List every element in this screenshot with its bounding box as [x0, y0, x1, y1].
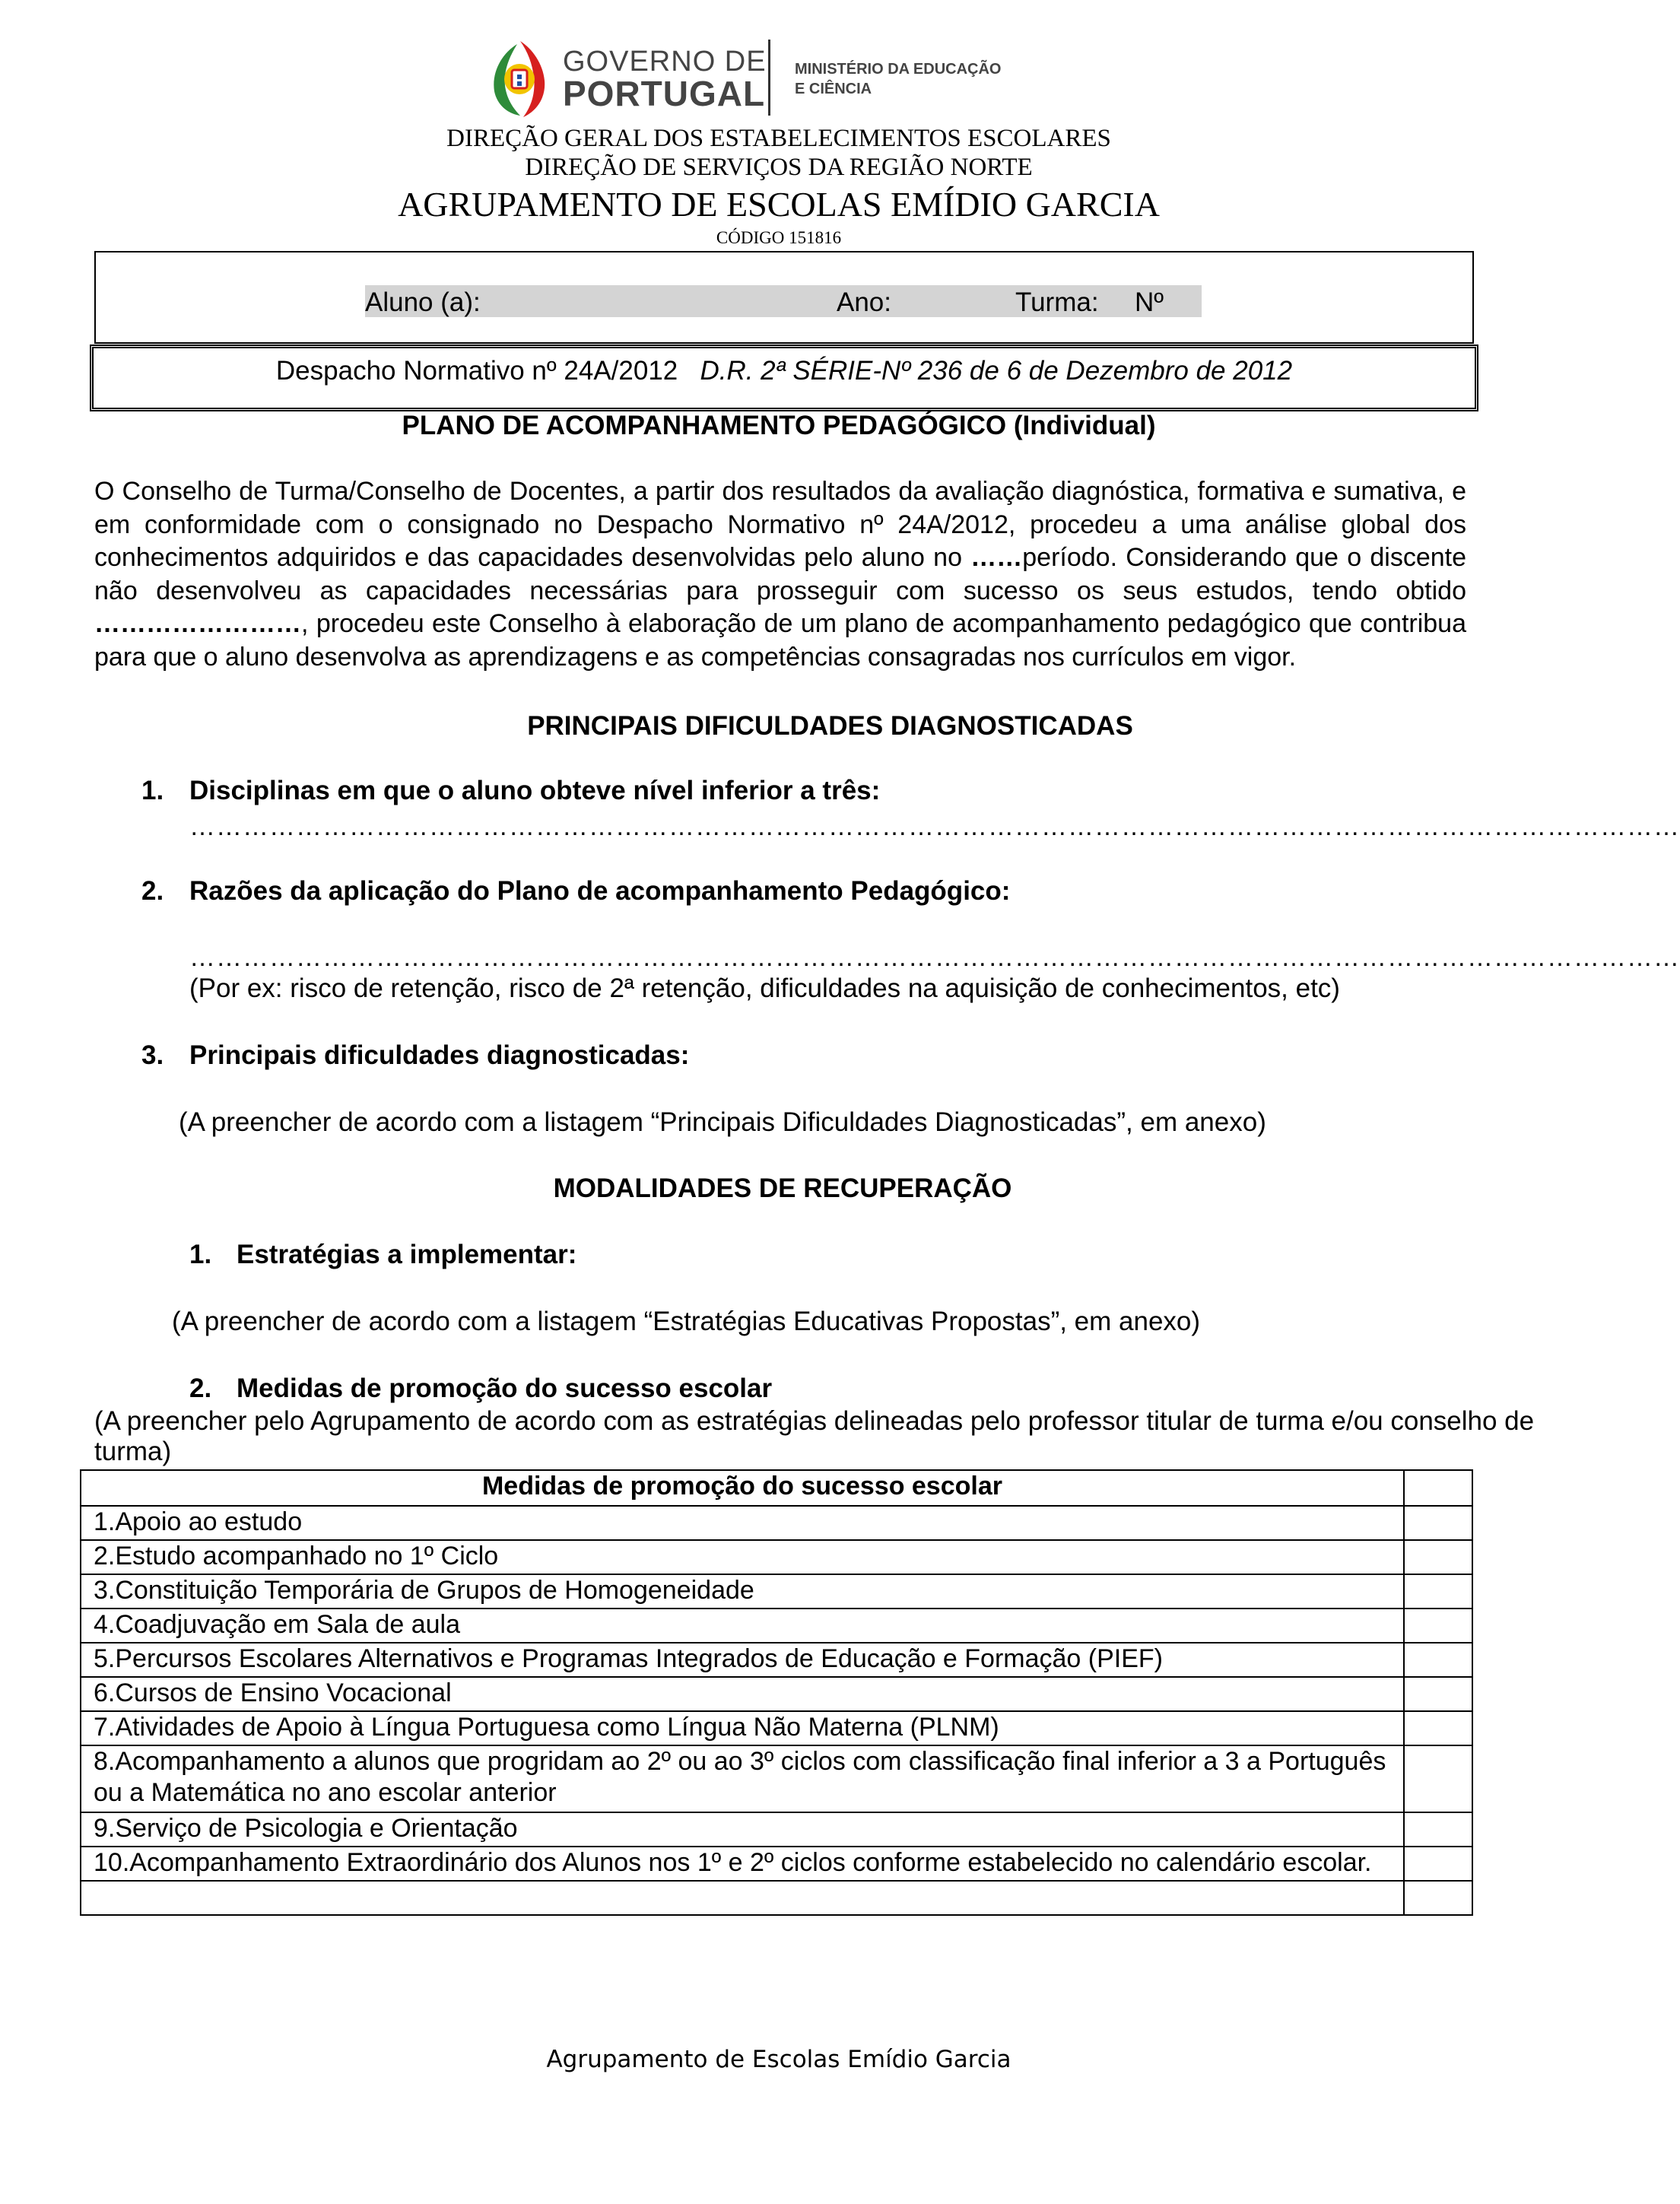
measure-label: 9.Serviço de Psicologia e Orientação — [81, 1812, 1404, 1847]
table-row — [81, 1881, 1472, 1915]
intro-part2: período. Considerando que o discente não desenvolveu as capacidades necessárias para prosseguir com sucesso os seus estudos, tendo obtido — [94, 543, 1466, 605]
item2-number: 2. — [141, 876, 164, 906]
item1-label: Disciplinas em que o aluno obteve nível inferior a três: — [189, 776, 881, 805]
plan-title: PLANO DE ACOMPANHAMENTO PEDAGÓGICO (Individual) — [402, 411, 1156, 440]
table-check-cell[interactable] — [1404, 1847, 1472, 1881]
government-logo — [487, 38, 1004, 122]
despacho-normal: Despacho Normativo nº 24A/2012 — [275, 356, 678, 386]
measure-label: 5.Percursos Escolares Alternativos e Programas Integrados de Educação e Formação (PIEF) — [81, 1643, 1404, 1677]
recovery-item2-label: Medidas de promoção do sucesso escolar — [237, 1374, 773, 1403]
despacho-italic: D.R. 2ª SÉRIE-Nº 236 de 6 de Dezembro de 2012 — [700, 356, 1293, 386]
item3-note: (A preencher de acordo com a listagem “Principais Dificuldades Diagnosticadas”, em anexo) — [179, 1107, 1266, 1137]
table-check-cell[interactable] — [1404, 1470, 1472, 1506]
table-check-cell[interactable] — [1404, 1745, 1472, 1812]
ministry-line1: MINISTÉRIO DA EDUCAÇÃO — [795, 61, 1002, 78]
ministry-line2: E CIÊNCIA — [795, 81, 872, 97]
item3-number: 3. — [141, 1040, 164, 1070]
measure-label: 1.Apoio ao estudo — [81, 1506, 1404, 1540]
measure-empty-cell[interactable] — [81, 1881, 1404, 1915]
school-name: AGRUPAMENTO DE ESCOLAS EMÍDIO GARCIA — [398, 185, 1160, 224]
page-footer: Agrupamento de Escolas Emídio Garcia — [546, 2046, 1011, 2073]
student-name-label: Aluno (a): — [365, 287, 481, 317]
section-difficulties-title: PRINCIPAIS DIFICULDADES DIAGNOSTICADAS — [527, 711, 1133, 741]
measure-label: 3.Constituição Temporária de Grupos de Homogeneidade — [81, 1574, 1404, 1609]
logo-line1: GOVERNO DE — [563, 46, 767, 78]
header-direction-services: DIREÇÃO DE SERVIÇOS DA REGIÃO NORTE — [525, 154, 1033, 181]
table-check-cell[interactable] — [1404, 1609, 1472, 1643]
measure-label: 10.Acompanhamento Extraordinário dos Alunos nos 1º e 2º ciclos conforme estabelecido no calendário escolar. — [81, 1847, 1404, 1881]
item1-fill-line[interactable]: …………………………………………………………………………………………………………………………………………………… — [189, 812, 1680, 841]
recovery-item1-note: (A preencher de acordo com a listagem “Estratégias Educativas Propostas”, em anexo) — [172, 1307, 1201, 1336]
recovery-item2-note: (A preencher pelo Agrupamento de acordo com as estratégias delineadas pelo professor titular de turma e/ou conselho de turma) — [94, 1406, 1535, 1466]
school-code: CÓDIGO 151816 — [716, 228, 842, 247]
table-row — [81, 1847, 1472, 1881]
measure-label: 8.Acompanhamento a alunos que progridam ao 2º ou ao 3º ciclos com classificação final inferior a 3 a Português ou a Matemática no ano escolar anterior — [81, 1745, 1404, 1812]
table-row — [81, 1711, 1472, 1745]
portugal-crest-icon — [487, 38, 549, 118]
intro-part3: , procedeu este Conselho à elaboração de um plano de acompanhamento pedagógico que contribua para que o aluno desenvolva as aprendizagens e as competências consagradas nos currículos em vigor. — [94, 609, 1466, 672]
table-header: Medidas de promoção do sucesso escolar — [81, 1470, 1404, 1506]
recovery-item1-number: 1. — [189, 1240, 212, 1269]
intro-blank-result: …………………… — [94, 609, 301, 638]
item2-label: Razões da aplicação do Plano de acompanhamento Pedagógico: — [189, 876, 1011, 906]
table-row — [81, 1677, 1472, 1711]
measure-label: 7.Atividades de Apoio à Língua Portuguesa como Língua Não Materna (PLNM) — [81, 1711, 1404, 1745]
logo-line2: PORTUGAL — [563, 74, 766, 113]
table-check-cell[interactable] — [1404, 1812, 1472, 1847]
table-row — [81, 1574, 1472, 1609]
table-check-cell[interactable] — [1404, 1643, 1472, 1677]
table-check-cell[interactable] — [1404, 1574, 1472, 1609]
table-check-cell[interactable] — [1404, 1711, 1472, 1745]
measures-table — [80, 1469, 1473, 1916]
table-row — [81, 1745, 1472, 1812]
table-check-cell[interactable] — [1404, 1677, 1472, 1711]
item2-fill-line[interactable]: …………………………………………………………………………………………………………………………………………………… — [189, 943, 1680, 972]
intro-blank-period: …… — [970, 543, 1023, 572]
recovery-item2-number: 2. — [189, 1374, 212, 1403]
item3-label: Principais dificuldades diagnosticadas: — [189, 1040, 690, 1070]
table-row — [81, 1540, 1472, 1574]
measure-label: 2.Estudo acompanhado no 1º Ciclo — [81, 1540, 1404, 1574]
measure-label: 4.Coadjuvação em Sala de aula — [81, 1609, 1404, 1643]
class-label: Turma: — [1015, 287, 1099, 317]
section-recovery-title: MODALIDADES DE RECUPERAÇÃO — [553, 1173, 1012, 1203]
header-direction-general: DIREÇÃO GERAL DOS ESTABELECIMENTOS ESCOLARES — [446, 125, 1111, 152]
measure-label: 6.Cursos de Ensino Vocacional — [81, 1677, 1404, 1711]
despacho-reference — [90, 356, 1478, 386]
item2-note: (Por ex: risco de retenção, risco de 2ª retenção, dificuldades na aquisição de conhecimentos, etc) — [189, 973, 1340, 1003]
intro-part1: O Conselho de Turma/Conselho de Docentes, a partir dos resultados da avaliação diagnóstica, formativa e sumativa, e em conformidade com o consignado no Despacho Normativo nº 24A/2012, procedeu a uma análise global dos conhecimentos adquiridos e das capacidades desenvolvidas pelo aluno no — [94, 477, 1466, 572]
year-label: Ano: — [837, 287, 891, 317]
intro-paragraph — [94, 475, 1466, 674]
table-row — [81, 1812, 1472, 1847]
recovery-item1-label: Estratégias a implementar: — [237, 1240, 577, 1269]
table-row — [81, 1506, 1472, 1540]
item1-number: 1. — [141, 776, 164, 805]
table-row — [81, 1643, 1472, 1677]
table-check-cell[interactable] — [1404, 1506, 1472, 1540]
table-check-cell[interactable] — [1404, 1540, 1472, 1574]
table-row — [81, 1609, 1472, 1643]
logo-divider — [768, 40, 770, 116]
table-header-row — [81, 1470, 1472, 1506]
table-check-cell[interactable] — [1404, 1881, 1472, 1915]
number-label: Nº — [1135, 287, 1164, 317]
